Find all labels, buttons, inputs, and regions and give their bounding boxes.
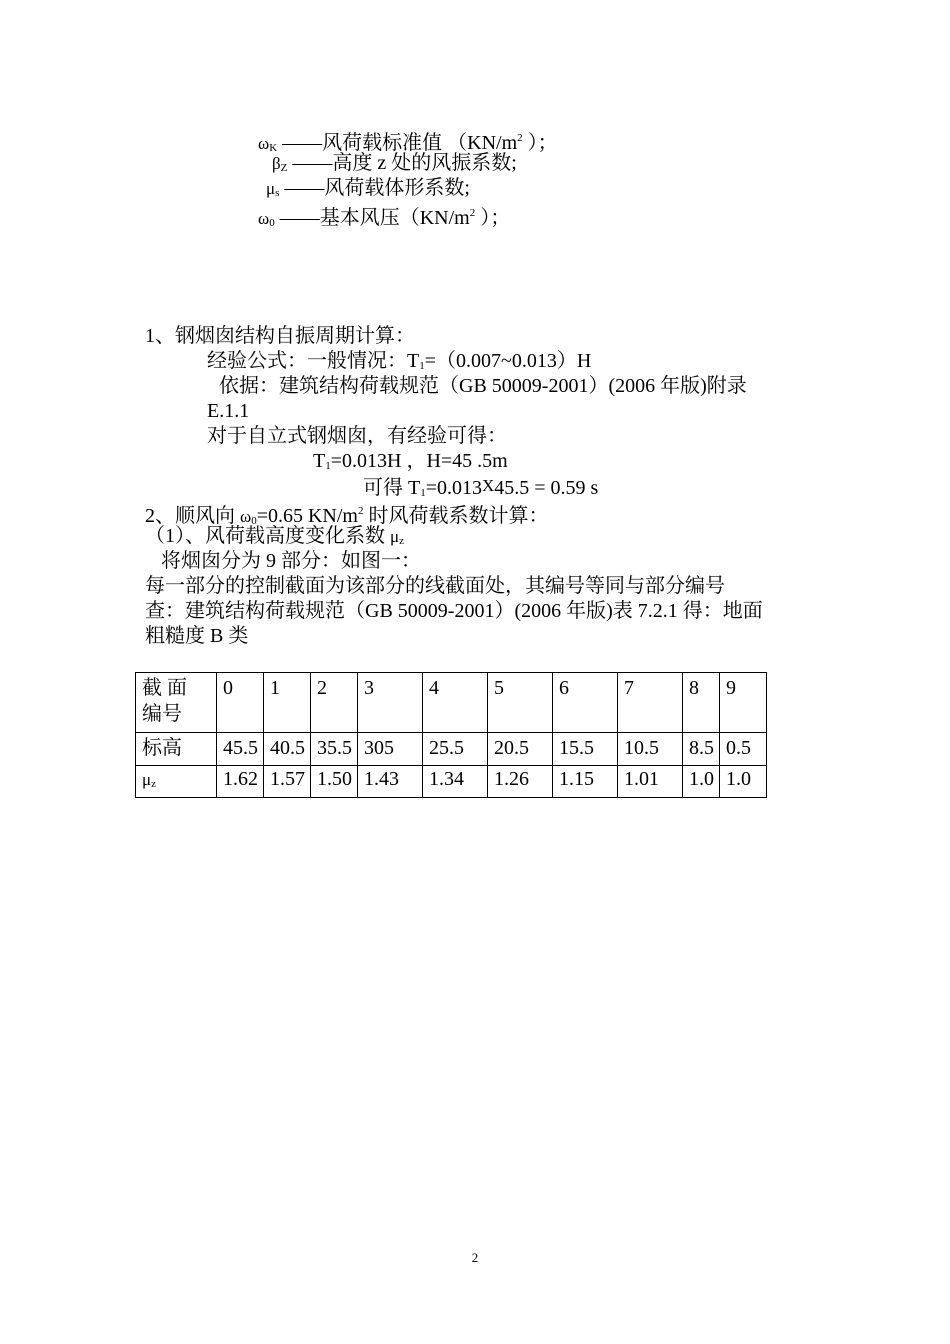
table-cell: 1.01	[618, 766, 683, 798]
basis-line-1: 依据：建筑结构荷载规范（GB 50009-2001）(2006 年版)附录	[219, 375, 747, 397]
table-cell: 1	[264, 673, 311, 733]
times-sign: X	[482, 476, 495, 495]
table-row-label: 标高	[136, 733, 217, 766]
table-cell: 7	[618, 673, 683, 733]
paragraph-divide-chimney: 将烟囱分为 9 部分：如图一：	[161, 550, 421, 572]
table-cell: 1.26	[488, 766, 553, 798]
superscript: 2	[517, 132, 523, 144]
table-cell: 1.0	[720, 766, 767, 798]
table-header-label: 截 面 编号	[136, 673, 217, 733]
definition-omega-0	[258, 201, 510, 235]
table-row-label: μz	[136, 766, 217, 798]
basis-line-2: E.1.1	[207, 400, 250, 422]
subscript: Z	[280, 162, 288, 174]
paragraph-lookup-line-2: 粗糙度 B 类	[145, 625, 249, 647]
section1-heading: 1、钢烟囱结构自振周期计算：	[145, 325, 415, 347]
definition-text: ——高度 z 处的风振系数;	[292, 152, 517, 174]
omega-symbol: ω	[258, 134, 270, 153]
page-number: 2	[471, 1250, 479, 1265]
table-cell: 1.15	[553, 766, 618, 798]
table-cell: 20.5	[488, 733, 553, 766]
table-cell: 1.0	[683, 766, 720, 798]
section2-heading: 2、顺风向 ω0=0.65 $KN/m^2$ 时风荷载系数计算：	[145, 505, 549, 527]
standalone-chimney-text: 对于自立式钢烟囱，有经验可得：	[207, 425, 507, 447]
omega-symbol: ω	[258, 209, 270, 228]
omega-symbol: ω	[240, 507, 252, 526]
wind-coefficient-table	[135, 672, 767, 798]
table-cell: 2	[311, 673, 358, 733]
equation-2: 可得 T1=0.013X45.5 = 0.59 s	[363, 476, 599, 499]
subscript: K	[269, 142, 278, 154]
definition-text-end: ）；	[522, 132, 558, 154]
table-row-sections	[136, 673, 767, 733]
table-cell: 6	[553, 673, 618, 733]
definition-text: ——风荷载体形系数;	[284, 177, 470, 199]
subscript: 0	[269, 217, 275, 229]
table-cell: 9	[720, 673, 767, 733]
definition-text: ——基本风压（KN/m	[279, 207, 470, 229]
equation-1: T1=0.013H ，H=45 .5m	[313, 450, 508, 472]
table-cell: 8.5	[683, 733, 720, 766]
table-cell: 1.34	[423, 766, 488, 798]
paragraph-control-section: 每一部分的控制截面为该部分的线截面处，其编号等同与部分编号	[145, 575, 725, 597]
table-cell: 1.43	[358, 766, 423, 798]
mu-symbol: μ	[390, 527, 400, 546]
subsection-1-heading: （1）、风荷载高度变化系数 μz	[145, 525, 405, 547]
table-cell: 3	[358, 673, 423, 733]
table-cell: 1.62	[217, 766, 264, 798]
table-cell: 25.5	[423, 733, 488, 766]
table-cell: 0.5	[720, 733, 767, 766]
table-cell: 45.5	[217, 733, 264, 766]
definition-text-end: ）；	[475, 207, 511, 229]
table-cell: 305	[358, 733, 423, 766]
superscript: 2	[469, 207, 476, 219]
table-cell: 40.5	[264, 733, 311, 766]
table-cell: 35.5	[311, 733, 358, 766]
table-cell: 15.5	[553, 733, 618, 766]
table-cell: 4	[423, 673, 488, 733]
subscript: s	[275, 187, 280, 199]
table-cell: 10.5	[618, 733, 683, 766]
table-row-elevation	[136, 733, 767, 766]
table-row-mu	[136, 766, 767, 798]
beta-symbol: β	[272, 154, 281, 173]
definition-text: ——风荷载标准值 （KN/m	[282, 132, 518, 154]
table-cell: 0	[217, 673, 264, 733]
empirical-formula: 经验公式：一般情况：T1=（0.007~0.013）H	[207, 350, 592, 372]
table-cell: 1.57	[264, 766, 311, 798]
table-cell: 8	[683, 673, 720, 733]
paragraph-lookup-line-1: 查：建筑结构荷载规范（GB 50009-2001）(2006 年版)表 7.2.1 得：地面	[145, 600, 763, 622]
mu-symbol: μ	[266, 179, 276, 198]
table-cell: 1.50	[311, 766, 358, 798]
table-cell: 5	[488, 673, 553, 733]
